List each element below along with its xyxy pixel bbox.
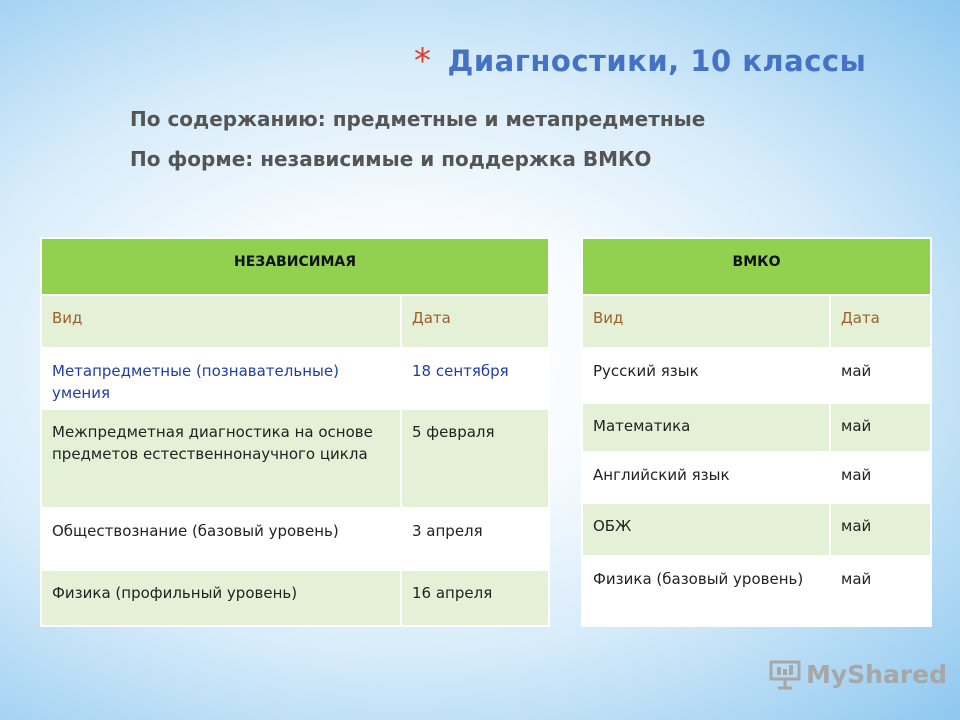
watermark-brand-text: MyShared [806,659,948,689]
cell-date: 18 сентября [401,348,549,409]
title-bullet-star: * [414,41,432,81]
cell-date: 3 апреля [401,508,549,570]
table-row [41,570,549,626]
slide-title [414,36,934,86]
table-row [41,508,549,570]
cell-kind: Обществознание (базовый уровень) [41,508,401,570]
table-header-independent: НЕЗАВИСИМАЯ [41,238,549,295]
title-text: Диагностики, 10 классы [447,44,867,78]
cell-kind: Английский язык [582,452,830,503]
cell-kind: Математика [582,403,830,452]
cell-kind: Межпредметная диагностика на основе предметов естественнонаучного цикла [41,409,401,508]
table-row [582,556,931,626]
cell-date: май [830,556,931,626]
cell-kind: Русский язык [582,348,830,403]
cell-date: май [830,403,931,452]
cell-date: май [830,503,931,556]
cell-date: 5 февраля [401,409,549,508]
table-row [582,452,931,503]
subtitle-form: По форме: независимые и поддержка ВМКО [130,147,652,171]
column-header-kind: Вид [582,295,830,348]
table-row [41,409,549,508]
table-row [41,348,549,409]
cell-date: май [830,452,931,503]
subtitle-content: По содержанию: предметные и метапредметные [130,107,706,131]
cell-kind: Физика (базовый уровень) [582,556,830,626]
myshared-watermark [768,656,947,692]
column-header-date: Дата [830,295,931,348]
table-row [582,503,931,556]
presentation-board-icon [768,658,802,690]
table-vmko [581,237,932,627]
column-header-date: Дата [401,295,549,348]
table-row [582,403,931,452]
cell-kind: Физика (профильный уровень) [41,570,401,626]
cell-kind: ОБЖ [582,503,830,556]
table-independent [40,237,550,627]
cell-date: 16 апреля [401,570,549,626]
column-header-kind: Вид [41,295,401,348]
cell-date: май [830,348,931,403]
table-header-vmko: ВМКО [582,238,931,295]
cell-kind: Метапредметные (познавательные) умения [41,348,401,409]
table-row [582,348,931,403]
